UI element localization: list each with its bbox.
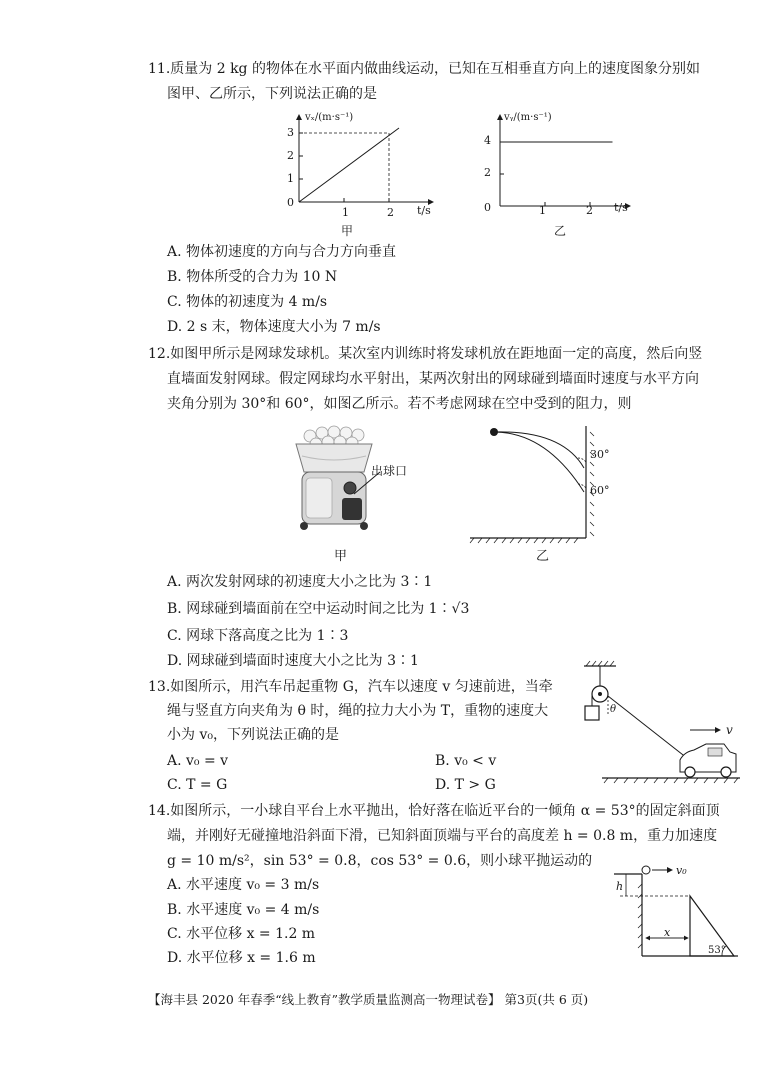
q14-option-d: D. 水平位移 x = 1.6 m xyxy=(167,950,316,966)
q12-option-a: A. 两次发射网球的初速度大小之比为 3∶1 xyxy=(167,574,433,590)
y-axis-label: vₓ/(m·s⁻¹) xyxy=(305,112,354,123)
xtick-2: 2 xyxy=(387,206,394,219)
series-line-vx xyxy=(299,128,399,202)
caption-yi: 乙 xyxy=(554,224,567,238)
rope xyxy=(608,696,692,762)
caption-yi: 乙 xyxy=(536,549,550,564)
y-axis-label: vᵧ/(m·s⁻¹) xyxy=(504,112,552,123)
graph-yi xyxy=(480,110,640,240)
q12-option-c: C. 网球下落高度之比为 1∶3 xyxy=(167,628,349,644)
angle-30-label: 30° xyxy=(590,448,610,461)
q14-stem-line1: 14.如图所示，一小球自平台上水平抛出，恰好落在临近平台的一倾角 α = 53°的固定斜面顶 xyxy=(148,803,720,819)
graph-jia xyxy=(283,110,443,240)
q13-option-d: D. T > G xyxy=(435,777,496,793)
incline-diagram xyxy=(612,864,742,964)
q11-stem-line1: 11.质量为 2 kg 的物体在水平面内做曲线运动，已知在互相垂直方向上的速度图象分别如 xyxy=(148,61,700,77)
tennis-ball-machine xyxy=(288,422,418,572)
angle-60-label: 60° xyxy=(590,484,610,497)
q13-stem-line2: 绳与竖直方向夹角为 θ 时，绳的拉力大小为 T，重物的速度大 xyxy=(167,703,549,719)
ytick-1: 1 xyxy=(287,172,294,185)
q12-stem-line2: 直墙面发射网球。假定网球均水平射出，某两次射出的网球碰到墙面时速度与水平方向 xyxy=(167,371,699,387)
outlet-label: 出球口 xyxy=(371,464,408,478)
q13-option-a: A. v₀ = v xyxy=(167,753,229,769)
x-axis-label: t/s xyxy=(417,204,431,217)
q14-stem-line3: g = 10 m/s²，sin 53° = 0.8，cos 53° = 0.6，则小球平抛运动的 xyxy=(167,853,593,869)
ball xyxy=(642,866,650,874)
q13-option-c: C. T = G xyxy=(167,777,228,793)
xtick-2: 2 xyxy=(586,204,593,217)
angle-label: 53° xyxy=(708,945,726,956)
q11-option-b: B. 物体所受的合力为 10 N xyxy=(167,269,338,285)
q11-stem-line2: 图甲、乙所示，下列说法正确的是 xyxy=(167,86,377,102)
ytick-4: 4 xyxy=(484,134,491,147)
q11-option-a: A. 物体初速度的方向与合力方向垂直 xyxy=(167,244,397,260)
x-label: x xyxy=(664,926,671,939)
xtick-1: 1 xyxy=(342,206,349,219)
trajectory-60 xyxy=(494,432,584,492)
trajectory-diagram xyxy=(466,422,610,572)
q13-stem-line3: 小为 v₀，下列说法正确的是 xyxy=(167,727,339,743)
ytick-3: 3 xyxy=(287,126,294,139)
weight-G xyxy=(585,706,599,720)
caption-jia: 甲 xyxy=(334,549,348,564)
h-label: h xyxy=(616,880,624,893)
q14-option-a: A. 水平速度 v₀ = 3 m/s xyxy=(167,877,320,893)
q11-option-c: C. 物体的初速度为 4 m/s xyxy=(167,294,328,310)
page-footer: 【海丰县 2020 年春季“线上教育”教学质量监测高一物理试卷】 第3页(共 6 页) xyxy=(148,992,589,1007)
hopper xyxy=(296,444,372,472)
trajectory-30 xyxy=(494,432,584,468)
ytick-2: 2 xyxy=(287,149,294,162)
q12-option-b: B. 网球碰到墙面前在空中运动时间之比为 1∶√3 xyxy=(167,601,470,617)
origin-label: 0 xyxy=(287,196,294,209)
velocity-label: v xyxy=(726,723,733,737)
caption-jia: 甲 xyxy=(341,224,354,238)
x-axis-label: t/s xyxy=(614,201,628,214)
q11-option-d: D. 2 s 末，物体速度大小为 7 m/s xyxy=(167,319,381,335)
q13-stem-line1: 13.如图所示，用汽车吊起重物 G，汽车以速度 v 匀速前进，当牵 xyxy=(148,679,553,695)
xtick-1: 1 xyxy=(539,204,546,217)
q12-stem-line3: 夹角分别为 30°和 60°，如图乙所示。若不考虑网球在空中受到的阻力，则 xyxy=(167,396,632,412)
ball-outlet xyxy=(344,482,356,494)
theta-label: θ xyxy=(610,704,617,715)
q14-stem-line2: 端，并刚好无碰撞地沿斜面下滑，已知斜面顶端与平台的高度差 h = 0.8 m，重力加速度 xyxy=(167,828,718,844)
pulley-car-diagram xyxy=(580,660,740,790)
q12-option-d: D. 网球碰到墙面时速度大小之比为 3∶1 xyxy=(167,653,419,669)
q12-stem-line1: 12.如图甲所示是网球发球机。某次室内训练时将发球机放在距地面一定的高度，然后向竖 xyxy=(148,346,703,362)
ytick-2: 2 xyxy=(484,166,491,179)
origin-label: 0 xyxy=(484,201,491,214)
v0-label: v₀ xyxy=(676,864,687,877)
q14-option-c: C. 水平位移 x = 1.2 m xyxy=(167,926,316,942)
q14-option-b: B. 水平速度 v₀ = 4 m/s xyxy=(167,902,320,918)
car xyxy=(680,744,736,777)
q13-option-b: B. v₀ < v xyxy=(435,753,497,769)
